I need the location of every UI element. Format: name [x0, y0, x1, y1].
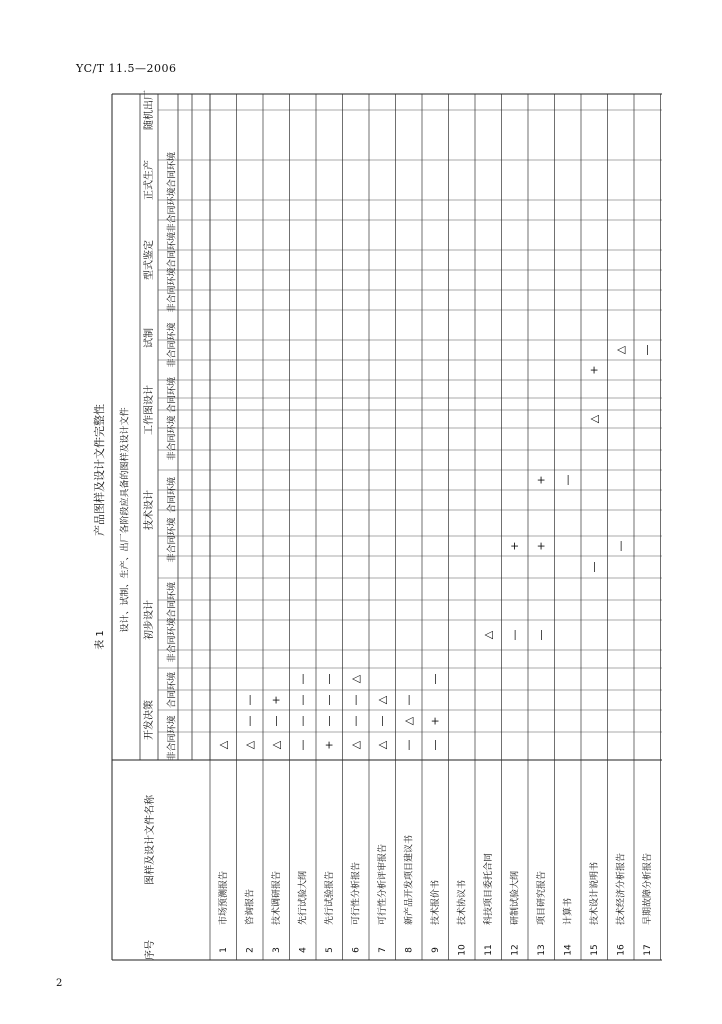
row-name: 技术报价书 — [430, 879, 441, 925]
row-number: 8 — [404, 947, 415, 953]
cell-mark: — — [295, 739, 309, 751]
cell-mark: — — [242, 715, 256, 727]
row-name: 技术经济分析报告 — [616, 852, 627, 925]
table-caption-label: 表 1 — [95, 630, 106, 650]
cell-mark: △ — [401, 716, 415, 726]
cell-mark: — — [322, 715, 336, 727]
row-number: 3 — [271, 947, 282, 953]
row-name: 项目研究报告 — [536, 870, 547, 925]
column-seq-header: 序号 — [145, 940, 156, 960]
cell-mark: △ — [481, 630, 495, 640]
env-label: 合同环境 — [167, 476, 178, 514]
env-label: 合同环境 — [167, 671, 178, 709]
row-number: 10 — [457, 944, 468, 956]
row-number: 6 — [351, 947, 362, 953]
row-number: 13 — [536, 944, 547, 956]
env-label: 合同环境 — [167, 376, 178, 414]
page-number: 2 — [56, 978, 63, 989]
cell-mark: △ — [613, 345, 627, 355]
stage-7-label: 正式生产 — [144, 160, 155, 200]
row-name: 技术调研报告 — [271, 870, 282, 925]
row-name: 计算书 — [563, 897, 574, 925]
cell-mark: — — [428, 739, 442, 751]
cell-mark: — — [348, 715, 362, 727]
row-number: 2 — [245, 947, 256, 953]
row-number: 5 — [324, 947, 335, 953]
cell-mark: — — [507, 629, 521, 641]
row-name: 研制试验大纲 — [510, 870, 521, 925]
cell-mark: — — [428, 673, 442, 685]
stage-3-label: 技术设计 — [144, 490, 155, 530]
cell-mark: — — [295, 673, 309, 685]
cell-mark: + — [428, 716, 442, 726]
cell-mark: — — [613, 540, 627, 552]
row-number: 15 — [589, 944, 600, 956]
cell-mark: △ — [242, 740, 256, 750]
cell-mark: — — [295, 694, 309, 706]
env-label: 非合同环境 — [167, 267, 178, 313]
cell-mark: — — [348, 694, 362, 706]
row-name: 先行试验报告 — [324, 870, 335, 925]
row-name: 咨询报告 — [245, 888, 256, 925]
row-number: 9 — [430, 947, 441, 953]
row-name: 可行性分析评审报告 — [377, 843, 388, 925]
row-number: 17 — [642, 944, 653, 956]
cell-mark: + — [269, 695, 283, 705]
cell-mark: + — [507, 541, 521, 551]
table-banner: 设计、试制、生产、出厂各阶段应具备的图样及设计文件 — [120, 407, 131, 633]
row-number: 16 — [616, 944, 627, 956]
cell-mark: — — [269, 715, 283, 727]
cell-mark: △ — [375, 740, 389, 750]
stage-8-label: 随机出厂 — [144, 90, 155, 130]
stage-6-label: 型式鉴定 — [144, 240, 155, 280]
cell-mark: △ — [216, 740, 230, 750]
cell-mark: △ — [269, 740, 283, 750]
cell-mark: — — [322, 673, 336, 685]
cell-mark: — — [401, 739, 415, 751]
cell-mark: — — [534, 629, 548, 641]
cell-mark: △ — [348, 740, 362, 750]
cell-mark: — — [295, 715, 309, 727]
cell-mark: △ — [587, 414, 601, 424]
cell-mark: + — [534, 541, 548, 551]
standard-number: YC/T 11.5—2006 — [76, 62, 177, 75]
cell-mark: + — [587, 365, 601, 375]
env-label: 合同环境 — [167, 581, 178, 619]
table-caption-title: 产品图样及设计文件完整性 — [93, 404, 106, 536]
cell-mark: — — [401, 694, 415, 706]
row-number: 4 — [298, 947, 309, 953]
cell-mark: — — [242, 694, 256, 706]
row-name: 技术协议书 — [457, 879, 468, 925]
cell-mark: — — [640, 344, 654, 356]
cell-mark: △ — [348, 674, 362, 684]
row-name: 技术设计说明书 — [589, 861, 600, 925]
cell-mark: △ — [375, 695, 389, 705]
env-label: 合同环境 — [167, 231, 178, 269]
row-number: 14 — [563, 944, 574, 956]
row-number: 11 — [483, 944, 494, 956]
row-number: 1 — [218, 947, 229, 953]
cell-mark: — — [587, 561, 601, 573]
env-label: 非合同环境 — [167, 322, 178, 368]
row-number: 12 — [510, 944, 521, 956]
stage-4-label: 工作图设计 — [144, 385, 155, 435]
cell-mark: — — [322, 694, 336, 706]
stage-5-label: 试制 — [144, 328, 155, 348]
row-name: 早期故障分析报告 — [642, 852, 653, 925]
env-label: 非合同环境 — [167, 187, 178, 233]
env-label: 非合同环境 — [167, 617, 178, 663]
row-name: 新产品开发项目建议书 — [404, 834, 415, 925]
env-label: 非合同环境 — [167, 517, 178, 563]
row-name: 科技项目委托合同 — [483, 852, 494, 925]
cell-mark: + — [322, 740, 336, 750]
stage-2-label: 初步设计 — [144, 600, 155, 640]
row-name: 市场预测报告 — [218, 870, 229, 925]
cell-mark: — — [560, 474, 574, 486]
cell-mark: — — [375, 715, 389, 727]
row-number: 7 — [377, 947, 388, 953]
env-label: 非合同环境 — [167, 415, 178, 461]
cell-mark: + — [534, 475, 548, 485]
env-label: 非合同环境 — [167, 715, 178, 761]
column-name-header: 图样及设计文件名称 — [145, 795, 156, 885]
env-label: 合同环境 — [167, 151, 178, 189]
stage-1-label: 开发决策 — [144, 700, 155, 740]
row-name: 先行试验大纲 — [298, 870, 309, 925]
row-name: 可行性分析报告 — [351, 861, 362, 925]
